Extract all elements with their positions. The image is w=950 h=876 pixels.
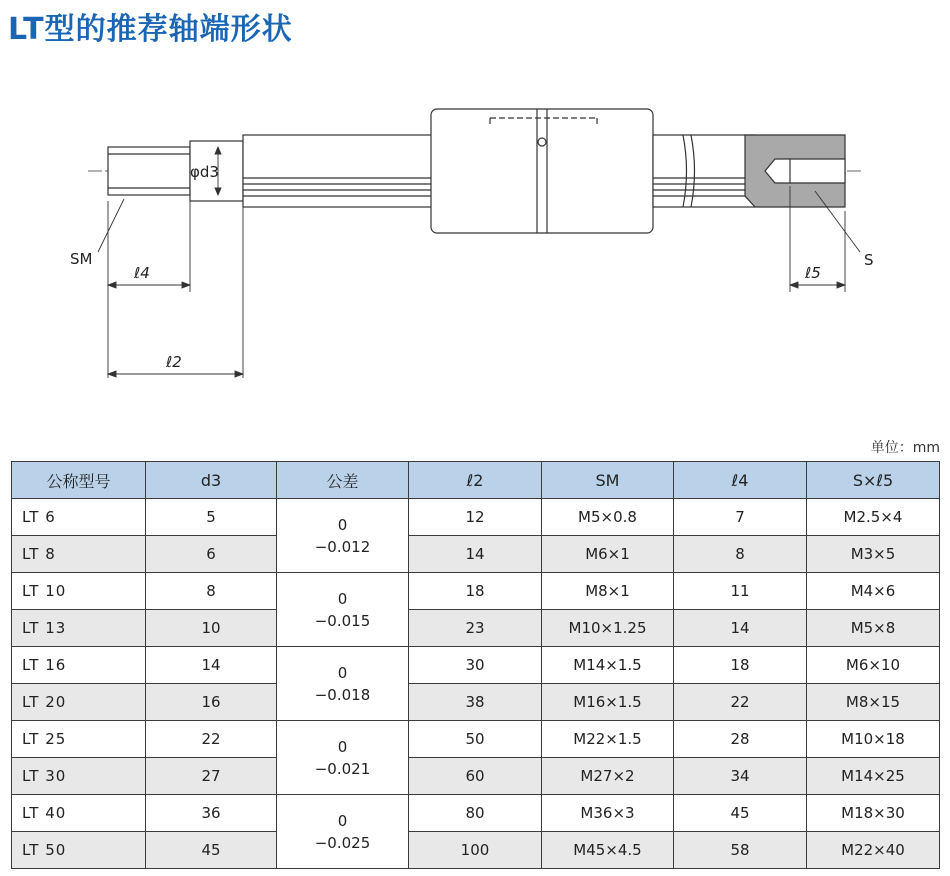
cell-model: LT 40 [12,795,146,832]
cell-l4: 28 [674,721,807,758]
cell-model: LT 10 [12,573,146,610]
tolerance-lower: −0.025 [314,833,371,852]
cell-l2: 38 [409,684,542,721]
cell-model: LT 50 [12,832,146,869]
tolerance-upper: 0 [337,811,348,830]
header-tolerance: 公差 [277,462,409,499]
cell-sm: M5×0.8 [542,499,674,536]
cell-sm: M8×1 [542,573,674,610]
cell-model: LT 20 [12,684,146,721]
cell-d3: 45 [146,832,277,869]
cell-model: LT 25 [12,721,146,758]
cell-s-l5: M8×15 [807,684,940,721]
cell-l4: 18 [674,647,807,684]
cell-model: LT 13 [12,610,146,647]
cell-sm: M36×3 [542,795,674,832]
page-title: LT型的推荐轴端形状 [8,12,293,47]
cell-d3: 5 [146,499,277,536]
table-row [12,573,940,610]
cell-l4: 45 [674,795,807,832]
header-model: 公称型号 [12,462,146,499]
cell-s-l5: M14×25 [807,758,940,795]
label-d3: φd3 [190,163,219,181]
tolerance-lower: −0.015 [314,611,371,630]
cell-sm: M22×1.5 [542,721,674,758]
label-l2: ℓ2 [166,353,182,371]
cell-tolerance [277,499,409,573]
cell-l2: 60 [409,758,542,795]
cell-d3: 36 [146,795,277,832]
label-sm: SM [70,250,93,268]
cell-s-l5: M2.5×4 [807,499,940,536]
cell-d3: 27 [146,758,277,795]
cell-tolerance [277,647,409,721]
cell-s-l5: M4×6 [807,573,940,610]
table-row [12,536,940,573]
cell-s-l5: M22×40 [807,832,940,869]
cell-d3: 6 [146,536,277,573]
cell-l4: 7 [674,499,807,536]
cell-model: LT 6 [12,499,146,536]
table-row [12,610,940,647]
cell-d3: 14 [146,647,277,684]
cell-l4: 34 [674,758,807,795]
cell-l4: 8 [674,536,807,573]
cell-tolerance [277,573,409,647]
unit-label: 单位：mm [870,440,940,456]
table-row [12,795,940,832]
header-l4: ℓ4 [674,462,807,499]
cell-s-l5: M18×30 [807,795,940,832]
cell-s-l5: M3×5 [807,536,940,573]
table-row [12,647,940,684]
cell-sm: M14×1.5 [542,647,674,684]
header-l2: ℓ2 [409,462,542,499]
cell-l2: 80 [409,795,542,832]
cell-model: LT 16 [12,647,146,684]
tolerance-lower: −0.021 [314,759,371,778]
cell-s-l5: M5×8 [807,610,940,647]
table-row [12,499,940,536]
label-s: S [864,251,874,269]
cell-s-l5: M6×10 [807,647,940,684]
spec-table [11,461,940,869]
cell-d3: 10 [146,610,277,647]
cell-tolerance [277,795,409,869]
tolerance-upper: 0 [337,737,348,756]
cell-d3: 22 [146,721,277,758]
tolerance-upper: 0 [337,515,348,534]
table-row [12,684,940,721]
cell-l2: 12 [409,499,542,536]
cell-tolerance [277,721,409,795]
table-row [12,721,940,758]
header-s-l5: S×ℓ5 [807,462,940,499]
table-row [12,832,940,869]
cell-l2: 30 [409,647,542,684]
cell-sm: M10×1.25 [542,610,674,647]
cell-model: LT 30 [12,758,146,795]
label-l4: ℓ4 [134,264,150,282]
cell-l4: 11 [674,573,807,610]
shaft-end-diagram [0,56,950,386]
cell-l4: 22 [674,684,807,721]
cell-sm: M45×4.5 [542,832,674,869]
cell-model: LT 8 [12,536,146,573]
ball-spline-nut [431,109,653,233]
tolerance-upper: 0 [337,589,348,608]
cell-l4: 14 [674,610,807,647]
tolerance-lower: −0.018 [314,685,371,704]
cell-d3: 16 [146,684,277,721]
cell-sm: M27×2 [542,758,674,795]
cell-l2: 14 [409,536,542,573]
tolerance-lower: −0.012 [314,537,371,556]
cell-l2: 50 [409,721,542,758]
label-l5: ℓ5 [805,264,821,282]
cell-l2: 23 [409,610,542,647]
header-d3: d3 [146,462,277,499]
cell-l2: 100 [409,832,542,869]
table-header-row [12,462,940,499]
cell-s-l5: M10×18 [807,721,940,758]
cell-sm: M16×1.5 [542,684,674,721]
tolerance-upper: 0 [337,663,348,682]
cell-l2: 18 [409,573,542,610]
cell-l4: 58 [674,832,807,869]
table-row [12,758,940,795]
cell-d3: 8 [146,573,277,610]
header-sm: SM [542,462,674,499]
cell-sm: M6×1 [542,536,674,573]
